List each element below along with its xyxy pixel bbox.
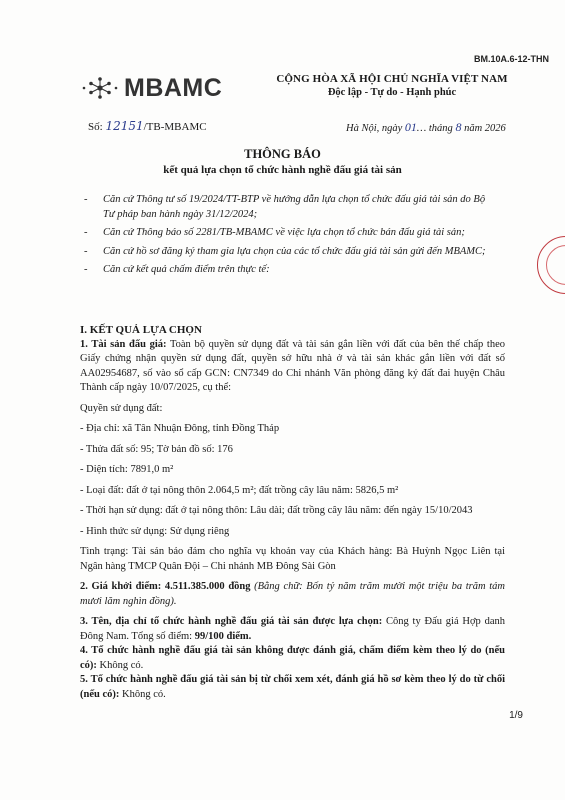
detail-plot: - Thửa đất số: 95; Tờ bản đồ số: 176	[80, 443, 233, 455]
item-starting-price	[80, 580, 505, 609]
page-number: 1/9	[509, 710, 523, 721]
page-subtitle: kết quả lựa chọn tổ chức hành nghề đấu giá tài sản	[163, 164, 402, 176]
document-number	[88, 119, 207, 133]
not-evaluated-text: Không có.	[96, 659, 144, 671]
item-asset-text: Toàn bộ quyền sử dụng đất và tài sản gắn liền với đất của bên thế chấp theo Giấy chứng nhận quyền sử dụng đất, quyền sở hữu nhà ở và tài sản khác gắn liền với đất số AA02954687, số vào sổ cấp GCN: CN7349 do Chi nhánh Văn phòng đăng ký đất đai huyện Châu Thành cấp ngày 10/07/2025, cụ thể:	[80, 338, 506, 393]
item-asset	[80, 338, 505, 396]
date-day: 01	[404, 120, 417, 134]
doc-no-label: Số:	[88, 121, 103, 133]
basis-item: - Căn cứ Thông tư số 19/2024/TT-BTP về hướng dẫn lựa chọn tổ chức đấu giá tài sản do Bộ Tư pháp ban hành ngày 31/12/2024;	[84, 193, 498, 222]
legal-basis-list	[84, 193, 498, 282]
detail-usage-form: - Hình thức sử dụng: Sử dụng riêng	[80, 525, 230, 537]
rejected-text: Không có.	[119, 688, 166, 700]
item-rejected	[80, 673, 505, 702]
basis-item: - Căn cứ Thông báo số 2281/TB-MBAMC về việc lựa chọn tổ chức bán đấu giá tài sản;	[84, 226, 498, 241]
rejected-label: 5. Tổ chức hành nghề đấu giá tài sản bị từ chối xem xét, đánh giá hồ sơ kèm theo lý do từ chối (nếu có):	[80, 674, 505, 700]
section-heading: I. KẾT QUẢ LỰA CHỌN	[80, 324, 202, 336]
detail-area: - Diện tích: 7891,0 m²	[80, 464, 174, 475]
national-title: CỘNG HÒA XÃ HỘI CHỦ NGHĨA VIỆT NAM	[276, 73, 508, 85]
mb-star-icon	[80, 75, 120, 101]
date-month-label: tháng	[428, 123, 453, 134]
item-selected-org	[80, 615, 505, 644]
asset-status: Tình trạng: Tài sản bảo đảm cho nghĩa vụ khoản vay của Khách hàng: Bà Huỳnh Ngọc Liên tại Ngân hàng TMCP Quân Đội – Chi nhánh MB Đông Sài Gòn	[80, 546, 505, 572]
starting-price-label: 2. Giá khởi điểm: 4.511.385.000 đồng	[80, 581, 251, 592]
red-seal-stamp	[537, 236, 565, 294]
item-not-evaluated	[80, 644, 505, 673]
detail-term: - Thời hạn sử dụng: đất ở tại nông thôn: Lâu dài; đất trồng cây lâu năm: đến ngày 15/10/2043	[80, 505, 473, 516]
land-rights-label: Quyền sử dụng đất:	[80, 402, 163, 414]
date-year: năm 2026	[464, 123, 506, 134]
document-body	[80, 323, 505, 702]
doc-no-handwritten: 12151	[105, 119, 144, 133]
issue-date: Hà Nội, ngày 01… tháng 8 năm 2026	[346, 120, 506, 134]
date-month: 8	[455, 120, 462, 134]
date-prefix: Hà Nội, ngày	[346, 123, 403, 134]
not-evaluated-label: 4. Tổ chức hành nghề đấu giá tài sản không được đánh giá, chấm điểm kèm theo lý do (nếu có):	[80, 645, 505, 671]
detail-address: - Địa chỉ: xã Tân Nhuận Đông, tỉnh Đồng Tháp	[80, 423, 280, 434]
logo-text: MBAMC	[124, 74, 223, 102]
selected-org-score: 99/100 điểm.	[194, 630, 252, 642]
selected-org-text: Công ty Đấu giá Hợp danh Đông Nam. Tổng số điểm:	[80, 616, 505, 642]
item-asset-label: 1. Tài sản đấu giá:	[80, 338, 167, 350]
national-motto: Độc lập - Tự do - Hạnh phúc	[327, 87, 457, 98]
company-logo	[80, 74, 222, 102]
doc-no-suffix: /TB-MBAMC	[143, 121, 207, 133]
form-code: BM.10A.6-12-THN	[473, 54, 549, 64]
detail-land-type: - Loại đất: đất ở tại nông thôn 2.064,5 m²; đất trồng cây lâu năm: 5826,5 m²	[80, 484, 399, 496]
basis-item: - Căn cứ kết quả chấm điểm trên thực tế:	[84, 263, 498, 278]
national-header	[262, 73, 522, 98]
starting-price-words: (Bằng chữ: Bốn tỷ năm trăm mười một triệu ba trăm tám mươi lăm nghìn đồng).	[80, 581, 505, 607]
page-title: THÔNG BÁO	[244, 147, 321, 161]
basis-item: - Căn cứ hồ sơ đăng ký tham gia lựa chọn của các tổ chức đấu giá tài sản gửi đến MBAMC;	[84, 245, 498, 260]
selected-org-label: 3. Tên, địa chỉ tổ chức hành nghề đấu giá tài sản được lựa chọn:	[80, 616, 383, 627]
